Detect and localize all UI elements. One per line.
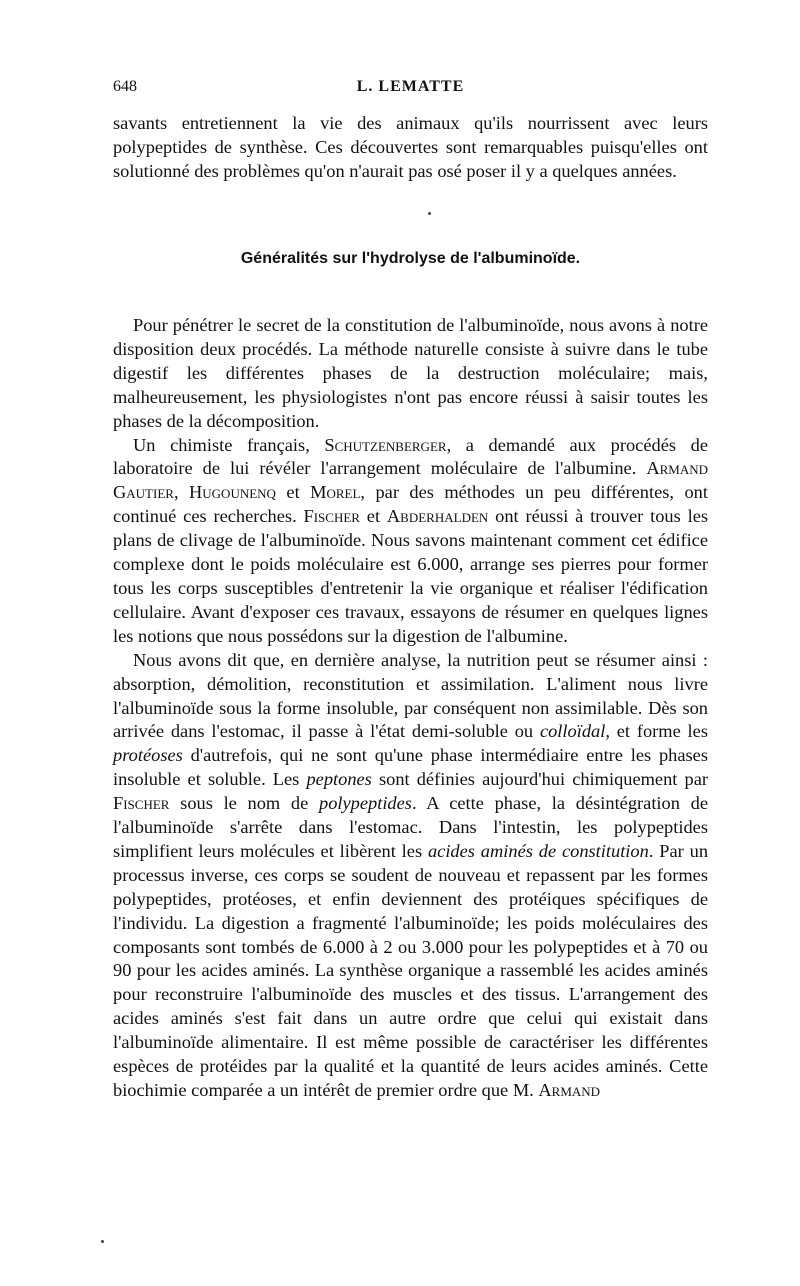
author-name: Fischer bbox=[303, 506, 360, 527]
page-header bbox=[113, 78, 708, 100]
scan-speck bbox=[101, 1240, 104, 1243]
text-run: sous le nom de bbox=[169, 793, 319, 814]
author-name: Armand Gautier bbox=[113, 458, 708, 503]
author-name: Schutzenberger bbox=[324, 434, 447, 455]
author-name: Fischer bbox=[113, 793, 170, 814]
text-run: , a demandé aux procédés de laboratoire de lui révéler l'arrangement moléculaire de l'albumine. bbox=[113, 434, 708, 479]
text-run: , par des méthodes un peu différentes, ont continué ces recherches. bbox=[113, 482, 708, 527]
text-run: Un chimiste français, bbox=[133, 434, 325, 455]
running-head: L. LEMATTE bbox=[356, 78, 465, 95]
author-name: Hugounenq bbox=[189, 482, 276, 503]
italic-term: protéoses bbox=[113, 745, 183, 766]
body-text bbox=[113, 112, 708, 1103]
italic-term: peptones bbox=[306, 769, 372, 790]
text-run: sont définies aujourd'hui chimiquement par bbox=[371, 769, 708, 790]
text-run: . Par un processus inverse, ces corps se soudent de nouveau et repassent par les formes polypeptides, protéoses, et enfin deviennent des protéiques spécifiques de l'individu. La digestion a fragmenté l'albuminoïde; les poids moléculaires des composants sont tombés de 6.000 à 2 ou 3.000 pour les polypeptides et à 70 ou 90 pour les acides aminés. La synthèse organique a rassemblé les acides aminés pour reconstruire l'albuminoïde des muscles et des tissus. L'arrangement des acides aminés s'est fait dans un autre ordre que celui qui existait dans l'albuminoïde alimentaire. Il est même possible de caractériser les différentes espèces de protéides par la qualité et la quantité de leurs acides aminés. Cette biochimie comparée a un intérêt de premier ordre que M. bbox=[113, 840, 709, 1100]
author-name: Armand bbox=[538, 1080, 601, 1100]
section-heading: Généralités sur l'hydrolyse de l'albuminoïde. bbox=[240, 250, 581, 267]
text-run: et bbox=[359, 506, 387, 527]
page-number: 648 bbox=[113, 78, 137, 95]
italic-term: polypeptides bbox=[319, 793, 412, 814]
paragraph-3 bbox=[113, 434, 708, 649]
text-run: ont réussi à trouver tous les plans de clivage de l'albuminoïde. Nous savons maintenant comment cet édifice complexe dont le poids moléculaire est 6.000, arrange ses pierres pour former tous les corps susceptibles d'entretenir la vie organique et réaliser l'édification cellulaire. Avant d'exposer ces travaux, essayons de résumer en quelques lignes les notions que nous possédons sur la digestion de l'albumine. bbox=[113, 506, 709, 646]
text-run: Nous avons dit que, en dernière analyse, la nutrition peut se résumer ainsi : absorption, démolition, reconstitution et assimilation. L'aliment nous livre l'albuminoïde sous la forme insoluble, par conséquent non assimilable. Dès son arrivée dans l'estomac, il passe à l'état demi-soluble ou bbox=[113, 649, 708, 742]
text-run: d'autrefois, qui ne sont qu'une phase intermédiaire entre les phases insoluble et soluble. Les bbox=[113, 745, 708, 790]
text-run: . A cette phase, la désintégration de l'albuminoïde s'arrête dans l'estomac. Dans l'intestin, les polypeptides simplifient leurs molécules et libèrent les bbox=[113, 793, 708, 861]
italic-term: acides aminés de constitution bbox=[427, 840, 649, 861]
author-name: Morel bbox=[310, 482, 361, 503]
scan-speck bbox=[428, 212, 431, 215]
italic-term: colloïdal bbox=[539, 721, 606, 742]
text-run: , et forme les bbox=[605, 721, 708, 742]
text-run: et bbox=[275, 482, 311, 503]
paragraph-1: savants entretiennent la vie des animaux qu'ils nourrissent avec leurs polypeptides de synthèse. Ces découvertes sont remarquables puisqu'elles ont solutionné des problèmes qu'on n'aurait pas osé poser il y a quelques années. bbox=[113, 113, 708, 181]
paragraph-2: Pour pénétrer le secret de la constitution de l'albuminoïde, nous avons à notre disposition deux procédés. La méthode naturelle consiste à suivre dans le tube digestif les différentes phases de la destruction moléculaire; mais, malheureusement, les physiologistes n'ont pas encore réussi à saisir toutes les phases de la décomposition. bbox=[113, 315, 708, 431]
author-name: Abderhalden bbox=[386, 506, 489, 527]
text-run: , bbox=[173, 482, 189, 503]
paragraph-4 bbox=[113, 649, 708, 1103]
